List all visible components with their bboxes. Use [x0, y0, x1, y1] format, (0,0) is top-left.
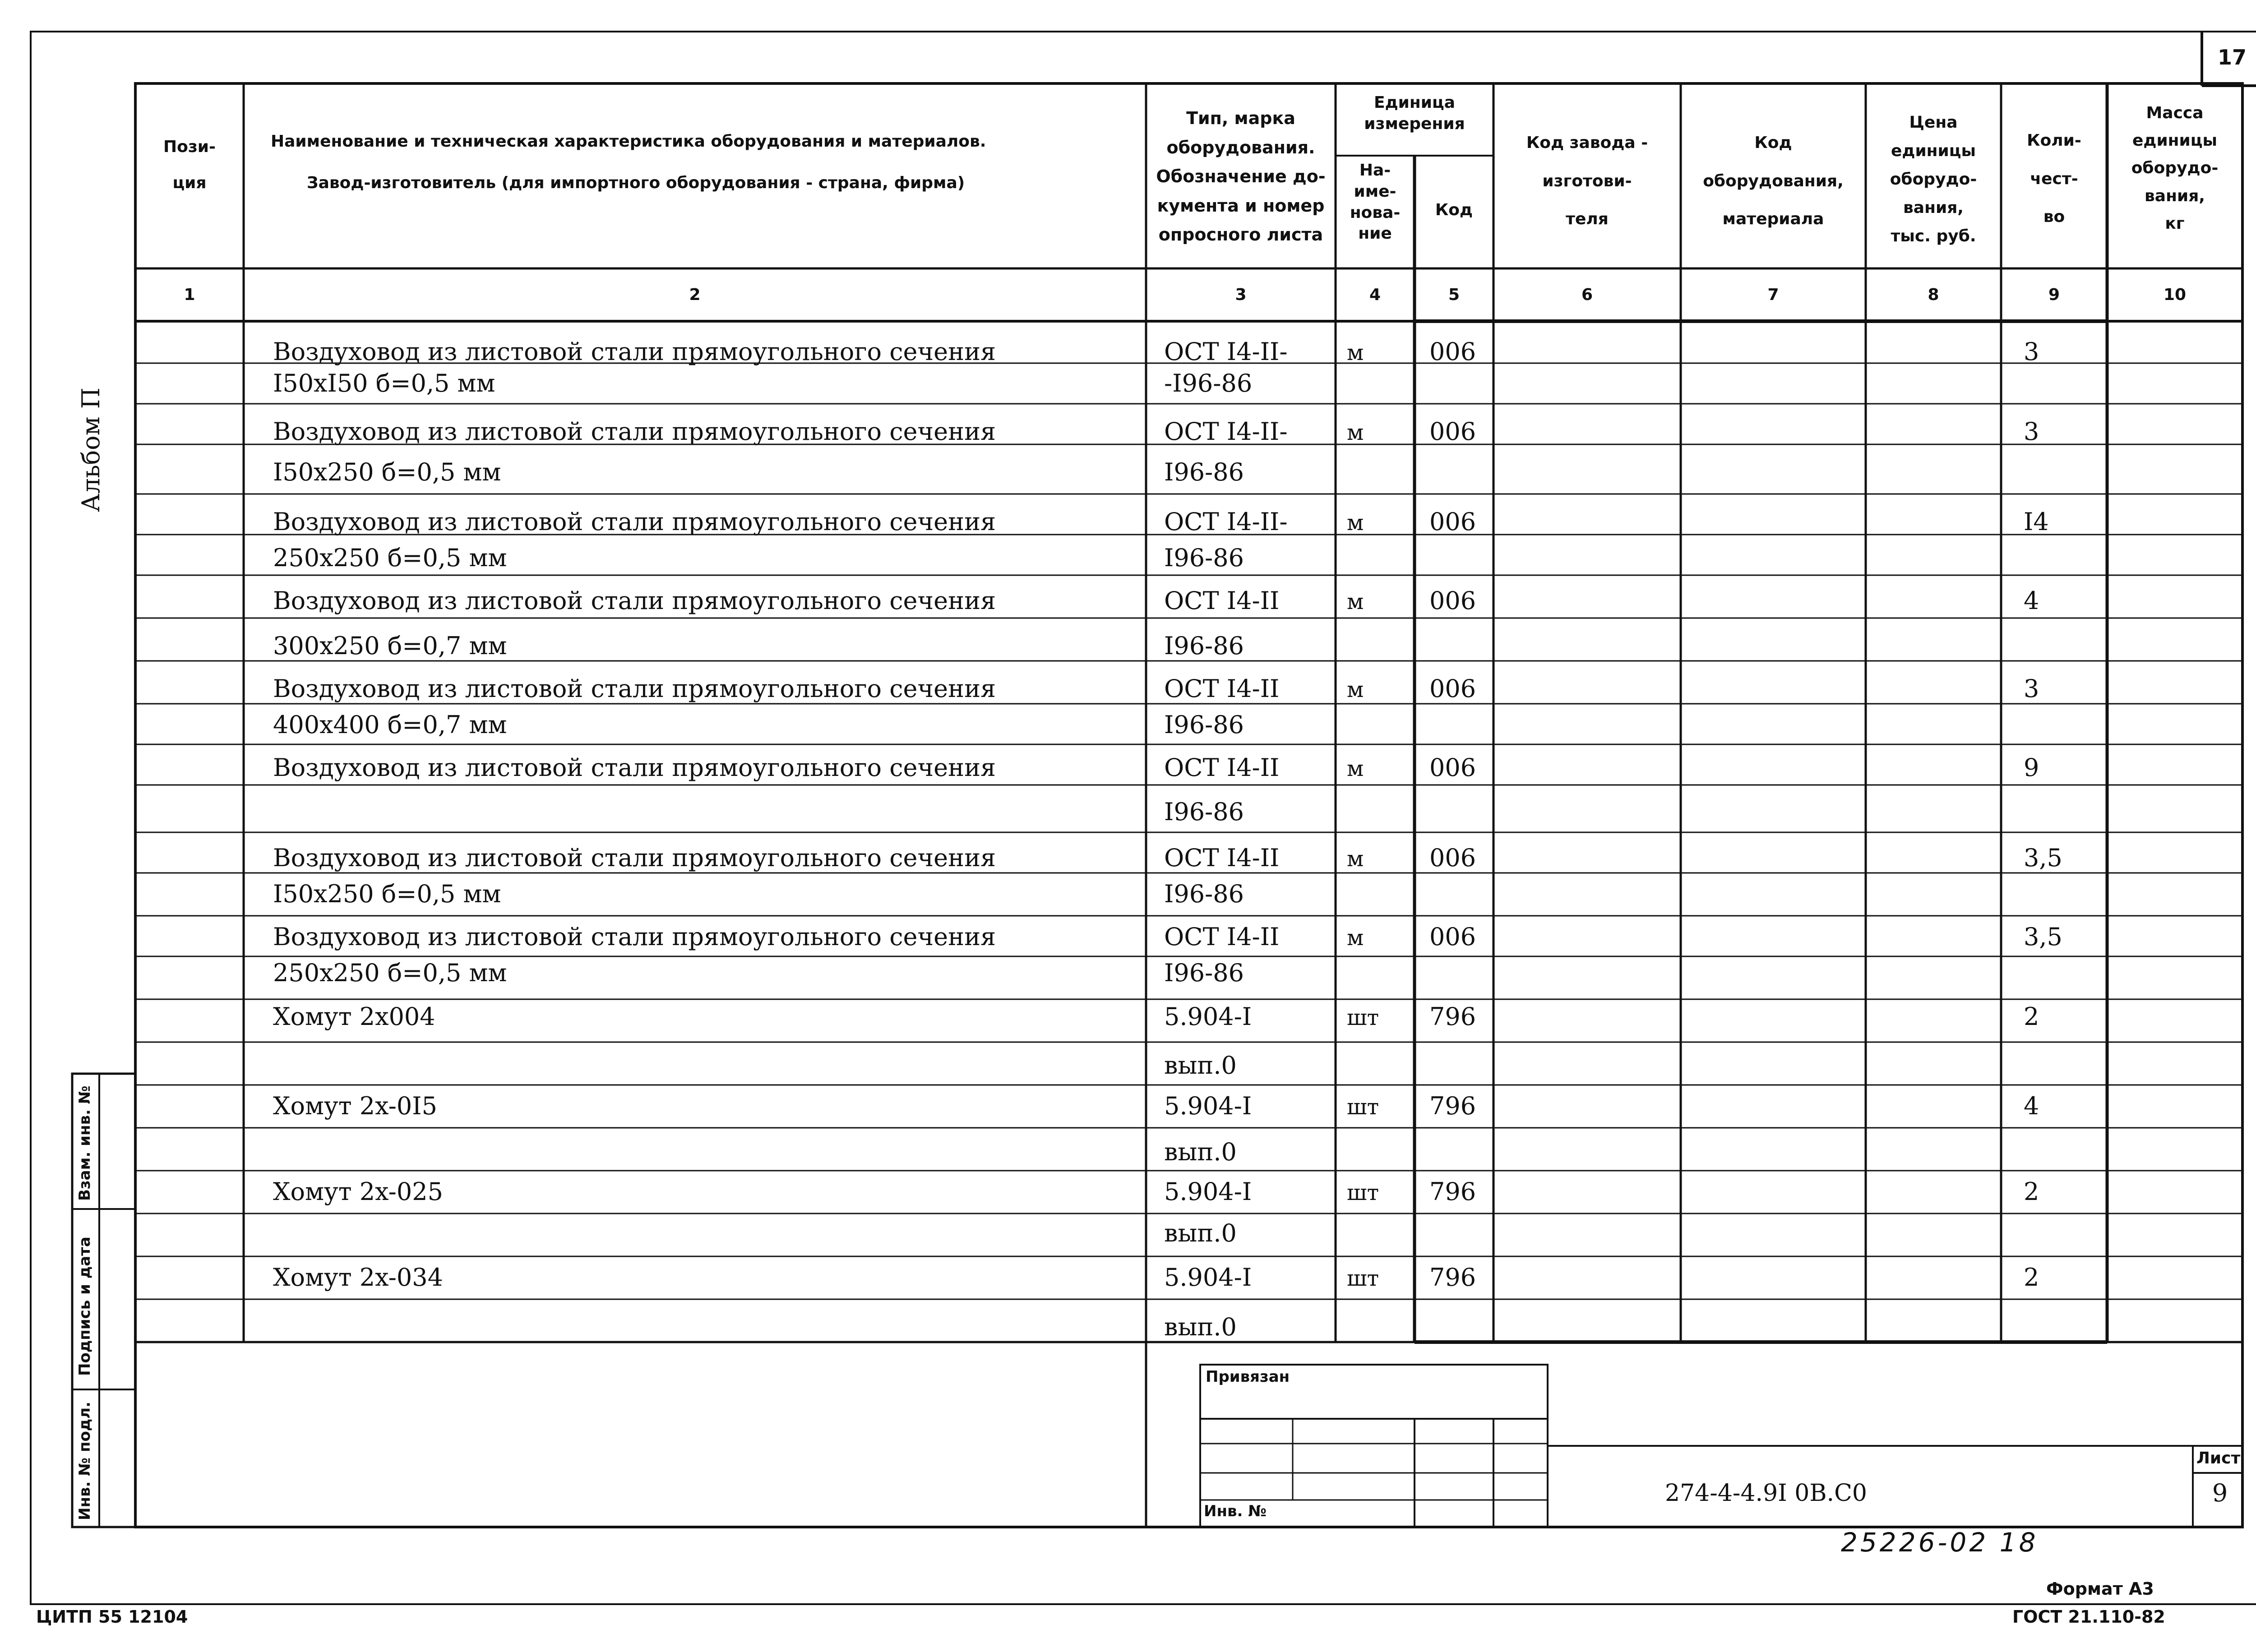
header-name: Наименование и техническая характеристика оборудования и материалов. Завод-изготовитель (для импортного оборудования - страна, фирма) [271, 132, 986, 193]
row-unit: шт [1347, 1266, 1379, 1291]
row-name: Хомут 2x-025 [273, 1177, 443, 1206]
stamp-original-inv: Инв. № подл. [76, 1401, 94, 1520]
row-doc: ОСТ I4-II [1164, 586, 1280, 615]
header-quantity: Коли- чест- во [2027, 131, 2081, 226]
row-doc: вып.0 [1164, 1051, 1237, 1080]
column-number: 9 [2048, 286, 2060, 304]
row-qty: 4 [2024, 586, 2039, 615]
row-code: 006 [1429, 844, 1476, 872]
format-label: Формат А3 [2046, 1579, 2154, 1599]
row-unit: шт [1347, 1094, 1379, 1120]
row-unit: м [1347, 340, 1364, 365]
row-doc: вып.0 [1164, 1219, 1237, 1247]
row-qty: 3,5 [2024, 923, 2062, 951]
column-number: 2 [689, 286, 701, 304]
row-unit: м [1347, 589, 1364, 614]
header-unit-name: На- име- нова- ние [1350, 161, 1401, 243]
row-doc: ОСТ I4-II- [1164, 337, 1288, 366]
row-qty: 2 [2024, 1002, 2039, 1031]
row-unit: м [1347, 510, 1364, 535]
column-number: 10 [2163, 286, 2187, 304]
stamp-signature-date: Подпись и дата [76, 1237, 94, 1376]
row-code: 006 [1429, 923, 1476, 951]
row-doc: 5.904-I [1164, 1092, 1252, 1120]
row-name: Хомут 2x-034 [273, 1263, 443, 1292]
row-qty: 9 [2024, 753, 2039, 782]
row-unit: м [1347, 925, 1364, 951]
row-code: 006 [1429, 337, 1476, 366]
row-name: Воздуховод из листовой стали прямоугольного сечения [273, 508, 996, 536]
column-number: 7 [1767, 286, 1779, 304]
row-qty: 3 [2024, 337, 2039, 366]
row-name: I50xI50 б=0,5 мм [273, 369, 495, 397]
row-doc: I96-86 [1164, 544, 1244, 572]
row-doc: 5.904-I [1164, 1263, 1252, 1292]
row-doc: I96-86 [1164, 458, 1244, 486]
row-name: Воздуховод из листовой стали прямоугольного сечения [273, 753, 996, 782]
row-unit: м [1347, 420, 1364, 445]
row-qty: 3 [2024, 674, 2039, 703]
column-number: 4 [1369, 286, 1381, 304]
print-mark: ЦИТП 55 12104 [36, 1607, 188, 1627]
gost-label: ГОСТ 21.110-82 [2012, 1607, 2165, 1627]
row-code: 796 [1429, 1263, 1476, 1292]
row-name: Воздуховод из листовой стали прямоугольного сечения [273, 417, 996, 446]
row-code: 006 [1429, 753, 1476, 782]
row-doc: I96-86 [1164, 880, 1244, 908]
row-doc: I96-86 [1164, 959, 1244, 987]
sheet-label: Лист [2196, 1449, 2241, 1467]
handwritten-note: 25226-02 18 [1841, 1527, 2039, 1558]
header-unit-group: Единица измерения [1364, 93, 1465, 133]
row-code: 796 [1429, 1092, 1476, 1120]
row-doc: ОСТ I4-II- [1164, 417, 1288, 446]
row-doc: ОСТ I4-II [1164, 923, 1280, 951]
row-name: 250x250 б=0,5 мм [273, 544, 507, 572]
row-name: 300x250 б=0,7 мм [273, 632, 507, 660]
row-doc: I96-86 [1164, 632, 1244, 660]
row-name: Хомут 2x-0I5 [273, 1092, 437, 1120]
column-number: 6 [1581, 286, 1593, 304]
header-mass: Масса единицы оборудо- вания, кг [2131, 104, 2219, 233]
row-doc: 5.904-I [1164, 1177, 1252, 1206]
row-doc: ОСТ I4-II [1164, 674, 1280, 703]
album-label: Альбом П [77, 388, 105, 512]
row-name: Воздуховод из листовой стали прямоугольного сечения [273, 923, 996, 951]
row-doc: ОСТ I4-II [1164, 753, 1280, 782]
row-doc: вып.0 [1164, 1313, 1237, 1341]
header-position: Пози- ция [163, 138, 216, 193]
row-doc: ОСТ I4-II- [1164, 508, 1288, 536]
stamp-replaced-inv: Взам. инв. № [76, 1085, 94, 1201]
row-code: 796 [1429, 1177, 1476, 1206]
row-qty: 2 [2024, 1177, 2039, 1206]
row-name: Воздуховод из листовой стали прямоугольного сечения [273, 844, 996, 872]
row-doc: I96-86 [1164, 711, 1244, 739]
row-code: 006 [1429, 508, 1476, 536]
header-plant-code: Код завода - изготови- теля [1526, 134, 1648, 229]
header-price: Цена единицы оборудо- вания, тыс. руб. [1890, 113, 1977, 245]
row-doc: -I96-86 [1164, 369, 1253, 397]
row-code: 006 [1429, 586, 1476, 615]
row-name: Воздуховод из листовой стали прямоугольного сечения [273, 337, 996, 366]
row-code: 796 [1429, 1002, 1476, 1031]
column-number: 5 [1448, 286, 1460, 304]
row-name: 250x250 б=0,5 мм [273, 959, 507, 987]
row-unit: шт [1347, 1005, 1379, 1030]
header-type-doc: Тип, марка оборудования. Обозначение до- кумента и номер опросного листа [1156, 108, 1326, 245]
row-name: Воздуховод из листовой стали прямоугольного сечения [273, 674, 996, 703]
page-number: 17 [2218, 45, 2247, 69]
row-qty: 4 [2024, 1092, 2039, 1120]
privyazan-label: Привязан [1206, 1368, 1290, 1386]
row-unit: шт [1347, 1180, 1379, 1205]
row-name: Воздуховод из листовой стали прямоугольного сечения [273, 586, 996, 615]
row-qty: 3 [2024, 417, 2039, 446]
row-unit: м [1347, 846, 1364, 872]
sheet-number: 9 [2212, 1479, 2228, 1507]
document-designation: 274-4-4.9I 0В.С0 [1665, 1480, 1867, 1507]
row-qty: 3,5 [2024, 844, 2062, 872]
inv-no-label: Инв. № [1204, 1502, 1267, 1520]
row-doc: I96-86 [1164, 798, 1244, 826]
row-name: Хомут 2x004 [273, 1002, 435, 1031]
row-name: I50x250 б=0,5 мм [273, 880, 501, 908]
row-qty: 2 [2024, 1263, 2039, 1292]
row-unit: м [1347, 677, 1364, 702]
column-number: 8 [1928, 286, 1939, 304]
row-name: I50x250 б=0,5 мм [273, 458, 501, 486]
row-code: 006 [1429, 417, 1476, 446]
row-code: 006 [1429, 674, 1476, 703]
header-unit-code: Код [1435, 201, 1473, 219]
row-doc: 5.904-I [1164, 1002, 1252, 1031]
column-number: 1 [184, 286, 195, 304]
header-equipment-code: Код оборудования, материала [1703, 134, 1844, 229]
column-number: 3 [1235, 286, 1247, 304]
row-unit: м [1347, 756, 1364, 781]
row-doc: вып.0 [1164, 1138, 1237, 1166]
row-doc: ОСТ I4-II [1164, 844, 1280, 872]
row-name: 400x400 б=0,7 мм [273, 711, 507, 739]
row-qty: I4 [2024, 508, 2049, 536]
